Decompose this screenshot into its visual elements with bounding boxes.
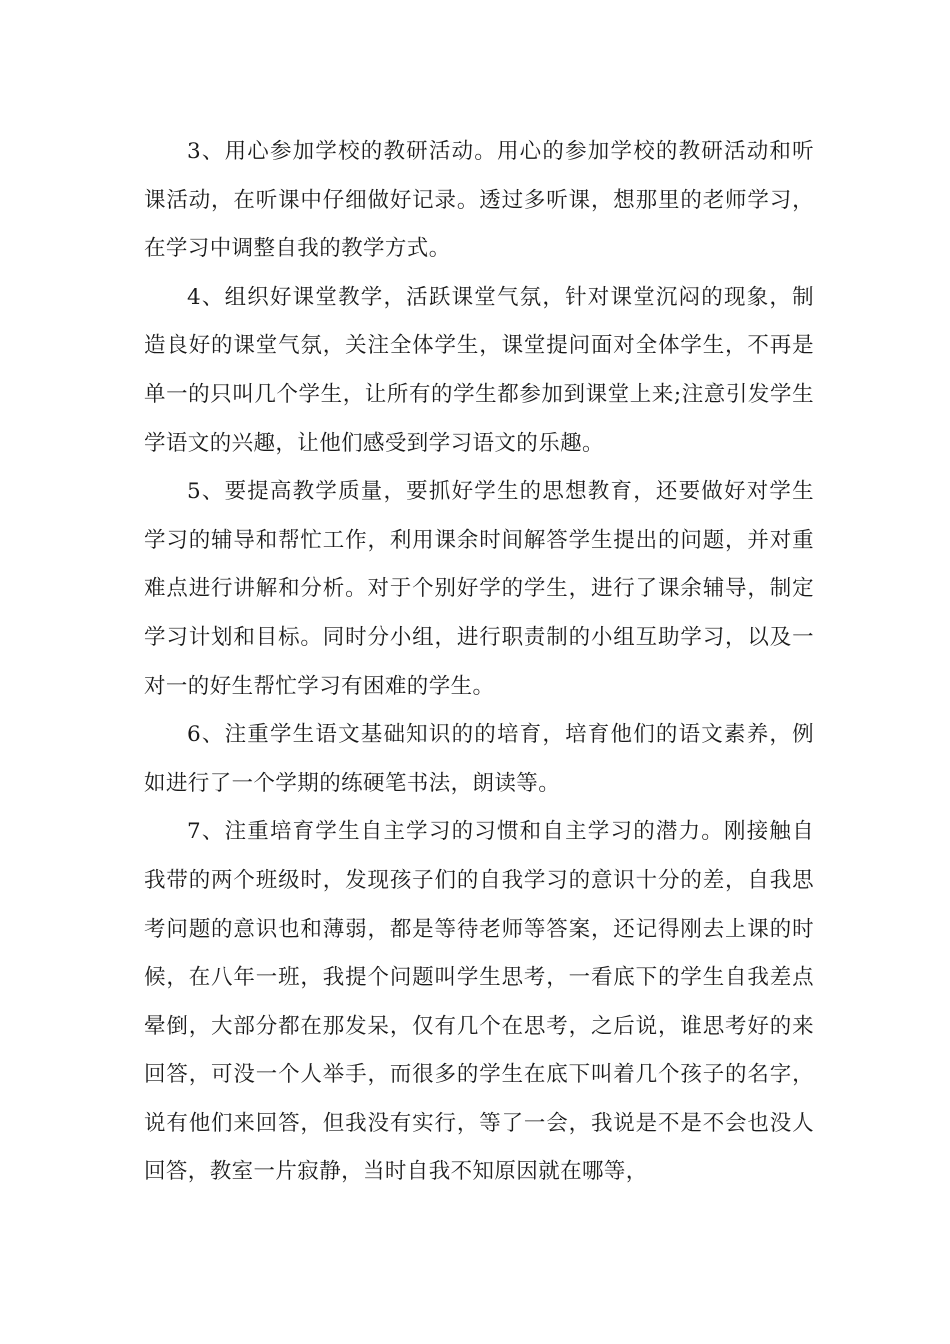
paragraph-3: 3、用心参加学校的教研活动。用心的参加学校的教研活动和听课活动，在听课中仔细做好记录。透过多听课，想那里的老师学习，在学习中调整自我的教学方式。 bbox=[144, 139, 814, 262]
paragraph-7: 7、注重培育学生自主学习的习惯和自主学习的潜力。刚接触自我带的两个班级时，发现孩子们的自我学习的意识十分的差，自我思考问题的意识也和薄弱，都是等待老师等答案，还记得刚去上课的时候，在八年一班，我提个问题叫学生思考，一看底下的学生自我差点晕倒，大部分都在那发呆，仅有几个在思考，之后说，谁思考好的来回答，可没一个人举手，而很多的学生在底下叫着几个孩子的名字，说有他们来回答，但我没有实行，等了一会，我说是不是不会也没人回答，教室一片寂静，当时自我不知原因就在哪等， bbox=[144, 819, 814, 1185]
document-body bbox=[144, 128, 814, 1197]
paragraph-5: 5、要提高教学质量，要抓好学生的思想教育，还要做好对学生学习的辅导和帮忙工作，利用课余时间解答学生提出的问题，并对重难点进行讲解和分析。对于个别好学的学生，进行了课余辅导，制定学习计划和目标。同时分小组，进行职责制的小组互助学习，以及一对一的好生帮忙学习有困难的学生。 bbox=[144, 479, 814, 699]
paragraph-4: 4、组织好课堂教学，活跃课堂气氛，针对课堂沉闷的现象，制造良好的课堂气氛，关注全体学生，课堂提问面对全体学生，不再是单一的只叫几个学生，让所有的学生都参加到课堂上来;注意引发学生学语文的兴趣，让他们感受到学习语文的乐趣。 bbox=[144, 284, 814, 456]
paragraph-6: 6、注重学生语文基础知识的的培育，培育他们的语文素养，例如进行了一个学期的练硬笔书法，朗读等。 bbox=[144, 722, 814, 796]
